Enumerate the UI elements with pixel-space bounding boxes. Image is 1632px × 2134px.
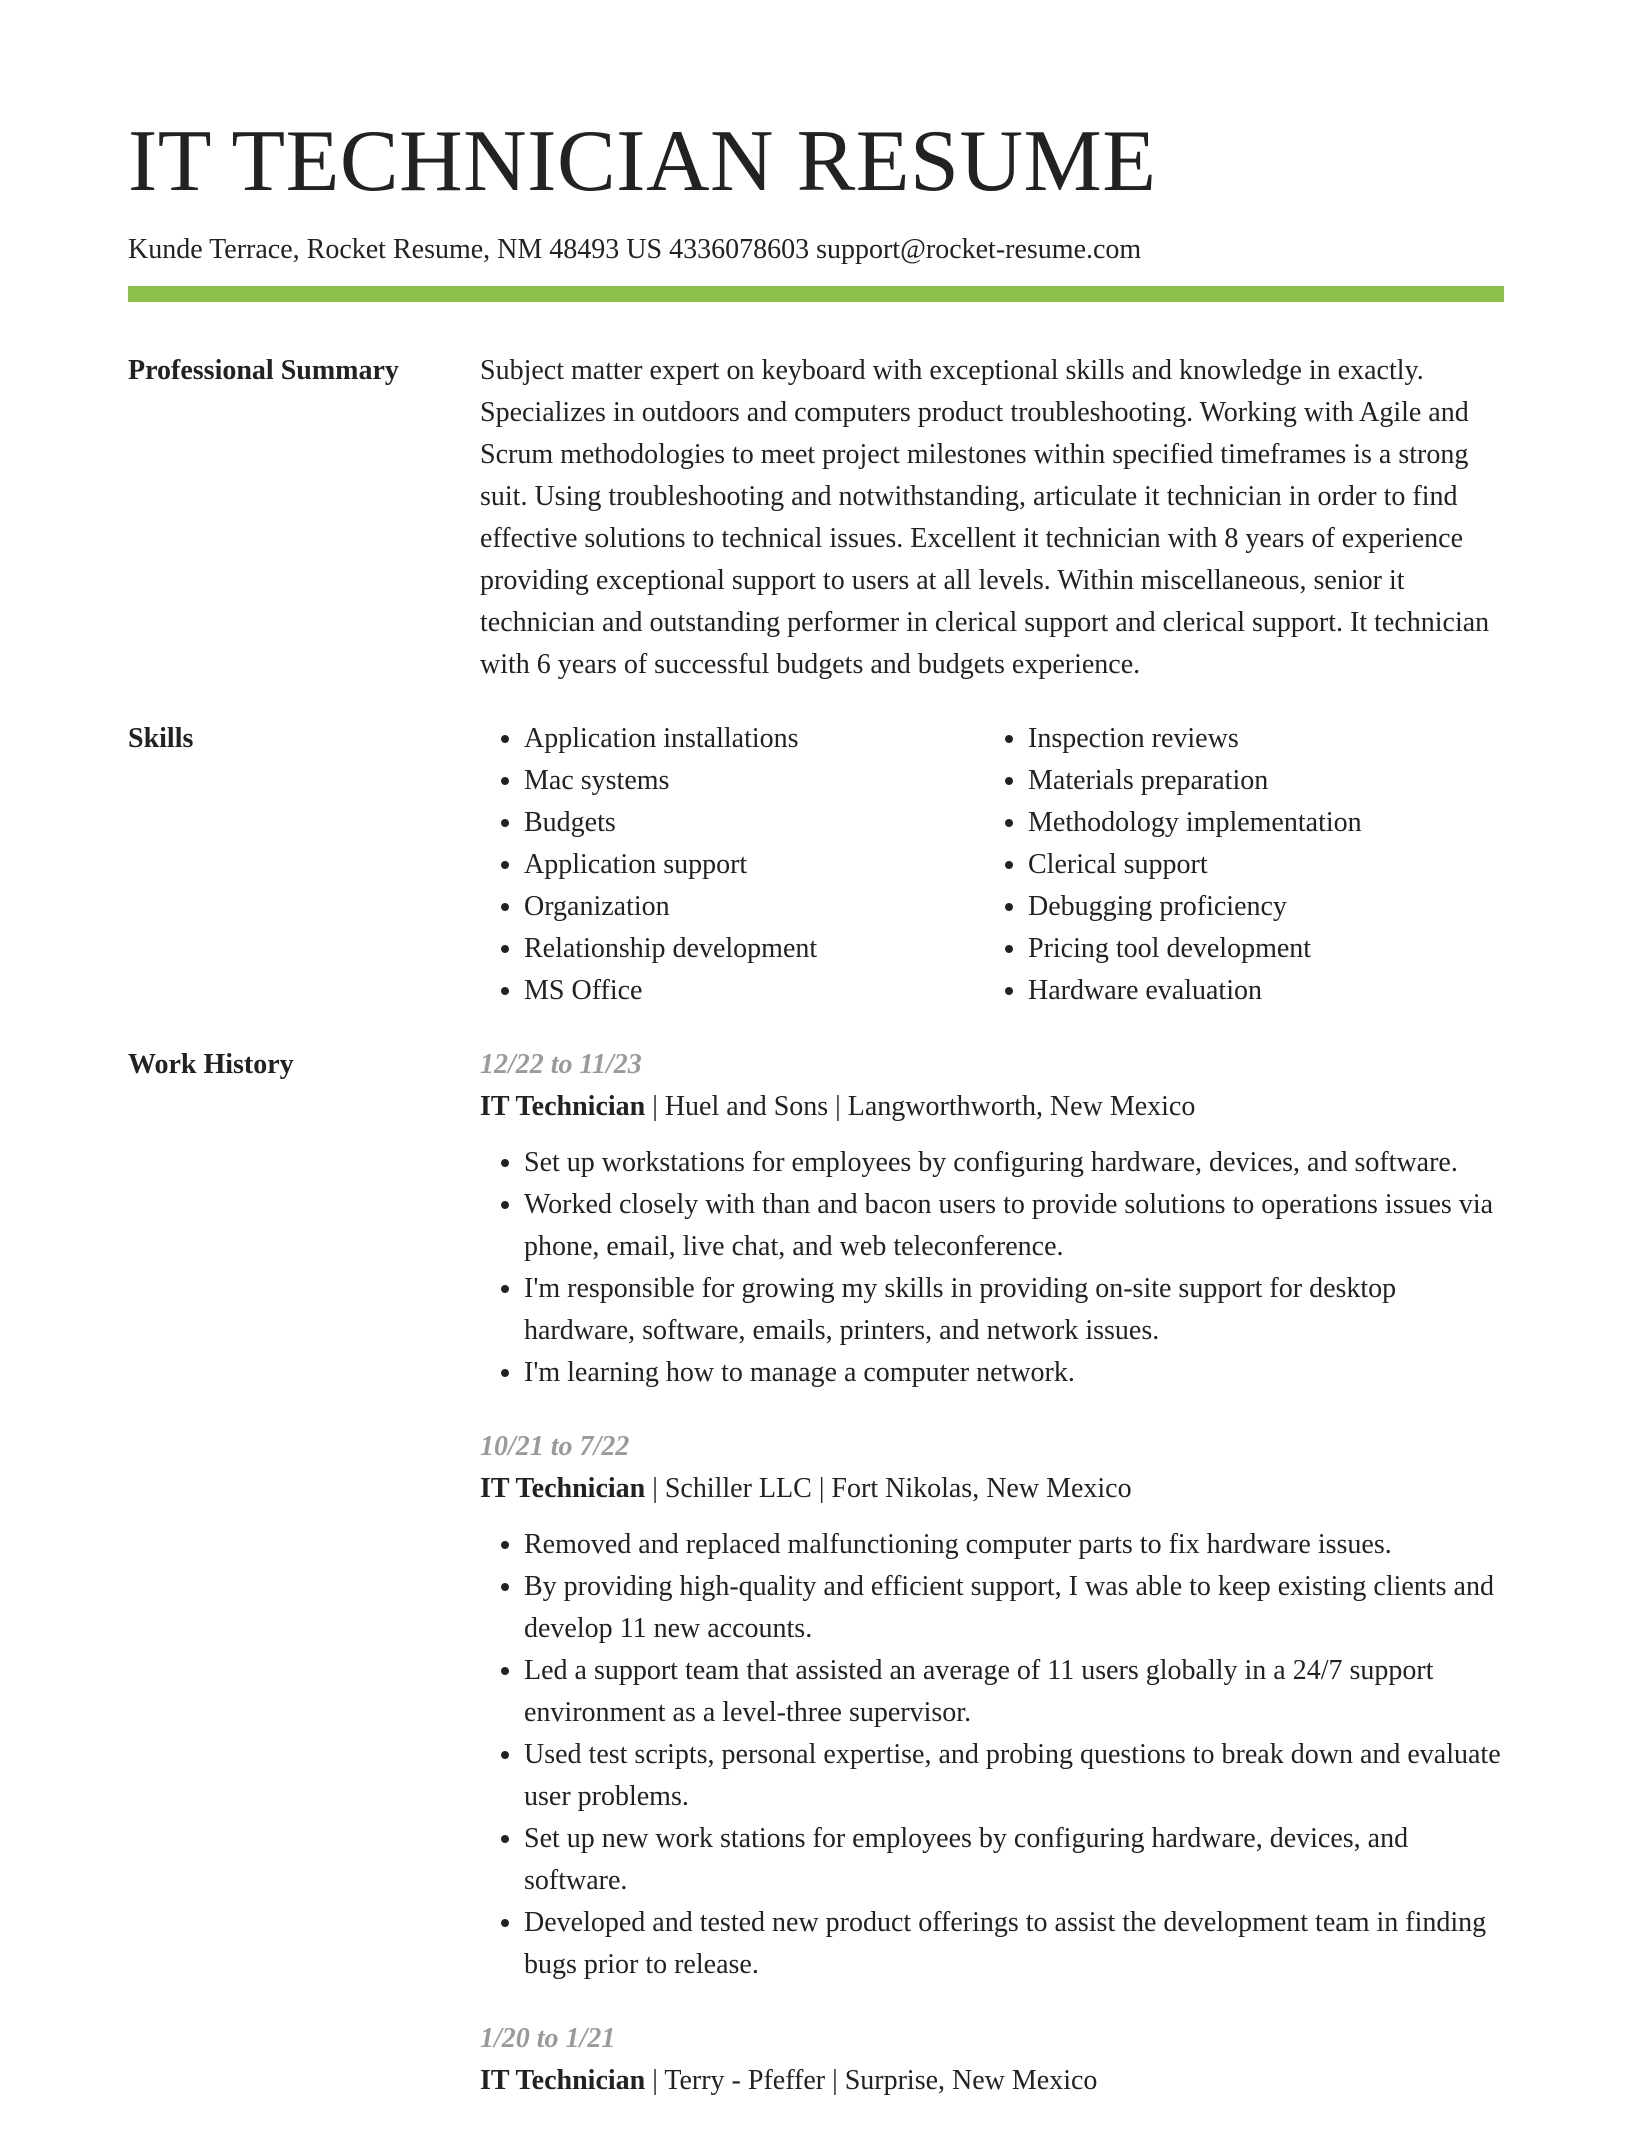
skill-item: • Inspection reviews xyxy=(1028,718,1362,760)
job-entry xyxy=(480,1044,1504,1394)
job-bullet: • Removed and replaced malfunctioning computer parts to fix hardware issues. xyxy=(524,1524,1504,1566)
job-bullets xyxy=(480,1524,1504,1986)
job-dates: 10/21 to 7/22 xyxy=(480,1431,630,1462)
resume-title: IT TECHNICIAN RESUME xyxy=(128,113,1157,210)
skill-item: • Methodology implementation xyxy=(1028,802,1362,844)
skills-column-2 xyxy=(984,718,1362,1012)
job-entry xyxy=(480,1426,1504,1986)
skills-heading: Skills xyxy=(128,723,194,754)
job-title: IT Technician xyxy=(480,1091,646,1122)
job-header xyxy=(480,1086,1504,1128)
skill-item: • Hardware evaluation xyxy=(1028,970,1362,1012)
skills-list xyxy=(480,718,1504,1012)
job-bullet: • Developed and tested new product offerings to assist the development team in finding bugs prior to release. xyxy=(524,1902,1504,1986)
work-history-heading: Work History xyxy=(128,1049,294,1080)
job-bullet: • Worked closely with than and bacon users to provide solutions to operations issues via phone, email, live chat, and web teleconference. xyxy=(524,1184,1504,1268)
job-header xyxy=(480,1468,1504,1510)
job-details: | Huel and Sons | Langworthworth, New Mexico xyxy=(645,1091,1196,1122)
skill-item: • Debugging proficiency xyxy=(1028,886,1362,928)
job-bullet: • Led a support team that assisted an average of 11 users globally in a 24/7 support environment as a level-three supervisor. xyxy=(524,1650,1504,1734)
skill-item: • Relationship development xyxy=(524,928,984,970)
skill-item: • Organization xyxy=(524,886,984,928)
job-title: IT Technician xyxy=(480,2065,646,2096)
job-bullet: • Used test scripts, personal expertise, and probing questions to break down and evaluate user problems. xyxy=(524,1734,1504,1818)
accent-divider xyxy=(128,286,1504,302)
job-title: IT Technician xyxy=(480,1473,646,1504)
skills-column-1 xyxy=(480,718,984,1012)
job-bullets xyxy=(480,1142,1504,1394)
skill-item: • Clerical support xyxy=(1028,844,1362,886)
skill-item: • Materials preparation xyxy=(1028,760,1362,802)
job-header xyxy=(480,2060,1504,2102)
job-bullet: • I'm learning how to manage a computer network. xyxy=(524,1352,1504,1394)
job-bullet: • Set up workstations for employees by configuring hardware, devices, and software. xyxy=(524,1142,1504,1184)
job-dates: 12/22 to 11/23 xyxy=(480,1049,642,1080)
work-history xyxy=(480,1044,1504,2134)
job-details: | Schiller LLC | Fort Nikolas, New Mexico xyxy=(645,1473,1132,1504)
job-details: | Terry - Pfeffer | Surprise, New Mexico xyxy=(645,2065,1098,2096)
summary-text: Subject matter expert on keyboard with exceptional skills and knowledge in exactly. Specializes in outdoors and computers product troubleshooting. Working with Agile and Scrum methodologies to meet project milestones within specified timeframes is a strong suit. Using troubleshooting and notwithstanding, articulate it technician in order to find effective solutions to technical issues. Excellent it technician with 8 years of experience providing exceptional support to users at all levels. Within miscellaneous, senior it technician and outstanding performer in clerical support and clerical support. It technician with 6 years of successful budgets and budgets experience. xyxy=(480,355,1490,680)
skill-item: • Mac systems xyxy=(524,760,984,802)
skill-item: • Application support xyxy=(524,844,984,886)
skill-item: • Pricing tool development xyxy=(1028,928,1362,970)
summary-heading: Professional Summary xyxy=(128,355,399,386)
job-entry xyxy=(480,2018,1504,2102)
job-dates: 1/20 to 1/21 xyxy=(480,2023,616,2054)
skill-item: • Application installations xyxy=(524,718,984,760)
contact-line: Kunde Terrace, Rocket Resume, NM 48493 US 4336078603 support@rocket-resume.com xyxy=(128,234,1142,265)
job-bullet: • Set up new work stations for employees by configuring hardware, devices, and software. xyxy=(524,1818,1504,1902)
skill-item: • Budgets xyxy=(524,802,984,844)
job-bullet: • By providing high-quality and efficient support, I was able to keep existing clients and develop 11 new accounts. xyxy=(524,1566,1504,1650)
skill-item: • MS Office xyxy=(524,970,984,1012)
job-bullet: • I'm responsible for growing my skills in providing on-site support for desktop hardware, software, emails, printers, and network issues. xyxy=(524,1268,1504,1352)
